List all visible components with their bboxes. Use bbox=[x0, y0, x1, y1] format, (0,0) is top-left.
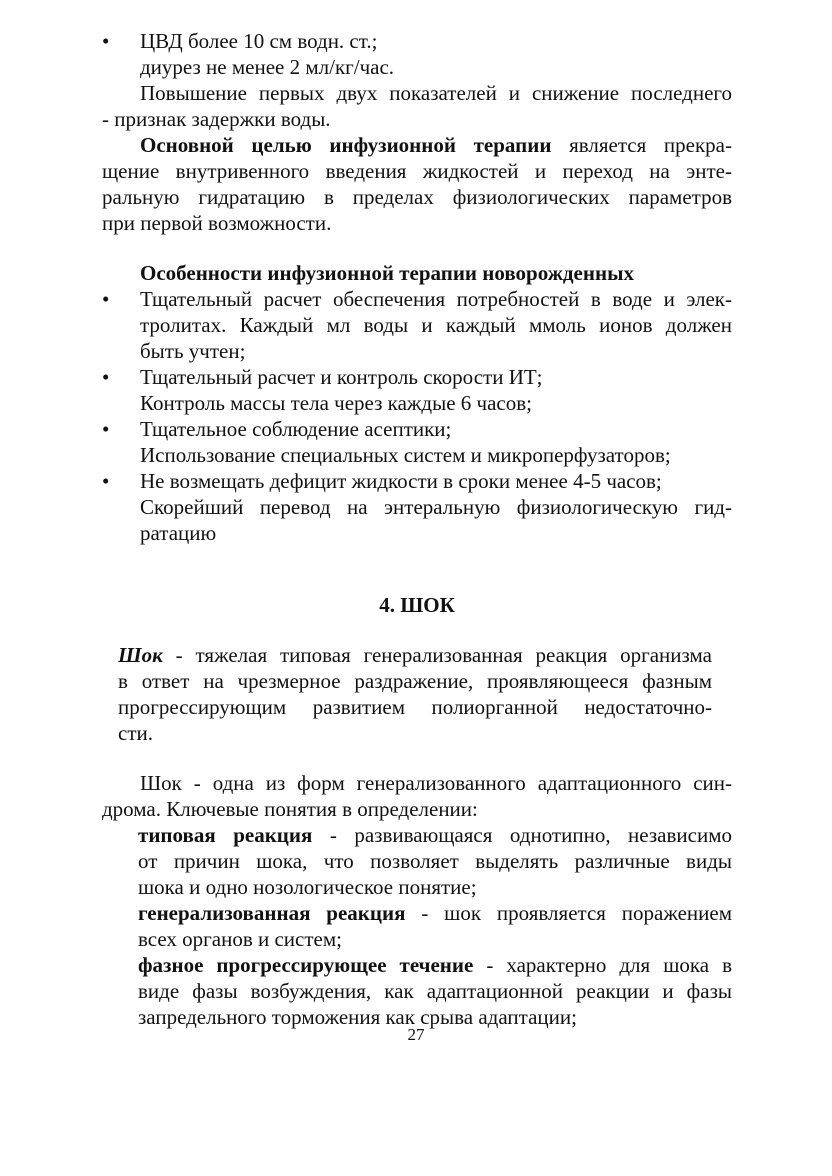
definition-line bbox=[118, 642, 712, 668]
diuresis-text: диурез не менее 2 мл/кг/час. bbox=[140, 55, 395, 79]
bullet-icon: • bbox=[102, 29, 110, 53]
definition-line: в ответ на чрезмерное раздражение, проявляющееся фазным bbox=[118, 669, 712, 693]
shock-heading: 4. ШОК bbox=[379, 593, 455, 617]
list-item-text: Контроль массы тела через каждые 6 часов; bbox=[140, 391, 532, 415]
list-item-text: Тщательное соблюдение асептики; bbox=[140, 417, 452, 441]
concept-line: шока и одно нозологическое понятие; bbox=[138, 875, 477, 899]
list-item-text: Не возмещать дефицит жидкости в сроки менее 4-5 часов; bbox=[140, 469, 662, 493]
paragraph-line: дрома. Ключевые понятия в определении: bbox=[102, 797, 478, 821]
goal-lead-bold: Основной целью инфузионной терапии bbox=[140, 133, 552, 157]
concept-line: запредельного торможения как срыва адаптации; bbox=[138, 1005, 577, 1029]
concept-line: виде фазы возбуждения, как адаптационной реакции и фазы bbox=[138, 979, 732, 1003]
list-item-text: Тщательный расчет и контроль скорости ИТ; bbox=[140, 365, 543, 389]
increase-text: Повышение первых двух показателей и снижение последнего bbox=[140, 81, 732, 105]
concept-line bbox=[102, 952, 732, 978]
paragraph-line bbox=[102, 132, 732, 158]
bullet-icon: • bbox=[102, 469, 110, 493]
list-item-text: ратацию bbox=[140, 521, 217, 545]
shock-term: Шок bbox=[118, 643, 163, 667]
bullet-icon: • bbox=[102, 365, 110, 389]
definition-line: прогрессирующим развитием полиорганной недостаточно- bbox=[118, 695, 712, 719]
shock-intro bbox=[102, 770, 732, 822]
list-item bbox=[102, 468, 732, 494]
paragraph-line: при первой возможности. bbox=[102, 211, 332, 235]
list-item-text: Скорейший перевод на энтеральную физиологическую гид- bbox=[140, 495, 732, 519]
list-item bbox=[102, 364, 732, 390]
goal-line1-rest: является прекра- bbox=[551, 133, 732, 157]
list-item-text: Использование специальных систем и микроперфузаторов; bbox=[140, 443, 671, 467]
definition-line1-rest: - тяжелая типовая генерализованная реакция организма bbox=[162, 643, 712, 667]
concept-term: фазное прогрессирующее течение bbox=[138, 953, 474, 977]
shock-definition bbox=[118, 642, 712, 746]
key-concepts bbox=[102, 822, 732, 1030]
goal-paragraph bbox=[102, 132, 732, 236]
concept-line-rest: - характерно для шока в bbox=[473, 953, 732, 977]
concept-line-rest: - шок проявляется поражением bbox=[405, 901, 732, 925]
fluid-criteria-block bbox=[102, 28, 732, 132]
list-item-text: быть учтен; bbox=[140, 339, 246, 363]
section-heading: Особенности инфузионной терапии новорожденных bbox=[140, 261, 634, 285]
concept-line bbox=[102, 822, 732, 848]
concept-term: генерализованная реакция bbox=[138, 901, 406, 925]
cvd-text: ЦВД более 10 см водн. ст.; bbox=[140, 29, 378, 53]
concept-term: типовая реакция bbox=[138, 823, 313, 847]
retention-text: - признак задержки воды. bbox=[102, 107, 331, 131]
paragraph-line: Шок - одна из форм генерализованного адаптационного син- bbox=[140, 771, 732, 795]
concept-line: всех органов и систем; bbox=[138, 927, 342, 951]
list-item bbox=[102, 286, 732, 312]
list-item-text: Тщательный расчет обеспечения потребностей в воде и элек- bbox=[140, 287, 732, 311]
bullet-icon: • bbox=[102, 417, 110, 441]
list-item-text: тролитах. Каждый мл воды и каждый ммоль ионов должен bbox=[140, 313, 732, 337]
bullet-icon: • bbox=[102, 287, 110, 311]
paragraph-line: ральную гидратацию в пределах физиологических параметров bbox=[102, 185, 732, 209]
concept-line-rest: - развивающаяся однотипно, независимо bbox=[312, 823, 732, 847]
paragraph-line: щение внутривенного введения жидкостей и переход на энте- bbox=[102, 159, 732, 183]
definition-line: сти. bbox=[118, 721, 153, 745]
list-item bbox=[102, 28, 732, 54]
page-number: 27 bbox=[407, 1025, 425, 1044]
list-item bbox=[102, 416, 732, 442]
newborn-section bbox=[102, 260, 732, 546]
concept-line: от причин шока, что позволяет выделять различные виды bbox=[138, 849, 732, 873]
concept-line bbox=[102, 900, 732, 926]
